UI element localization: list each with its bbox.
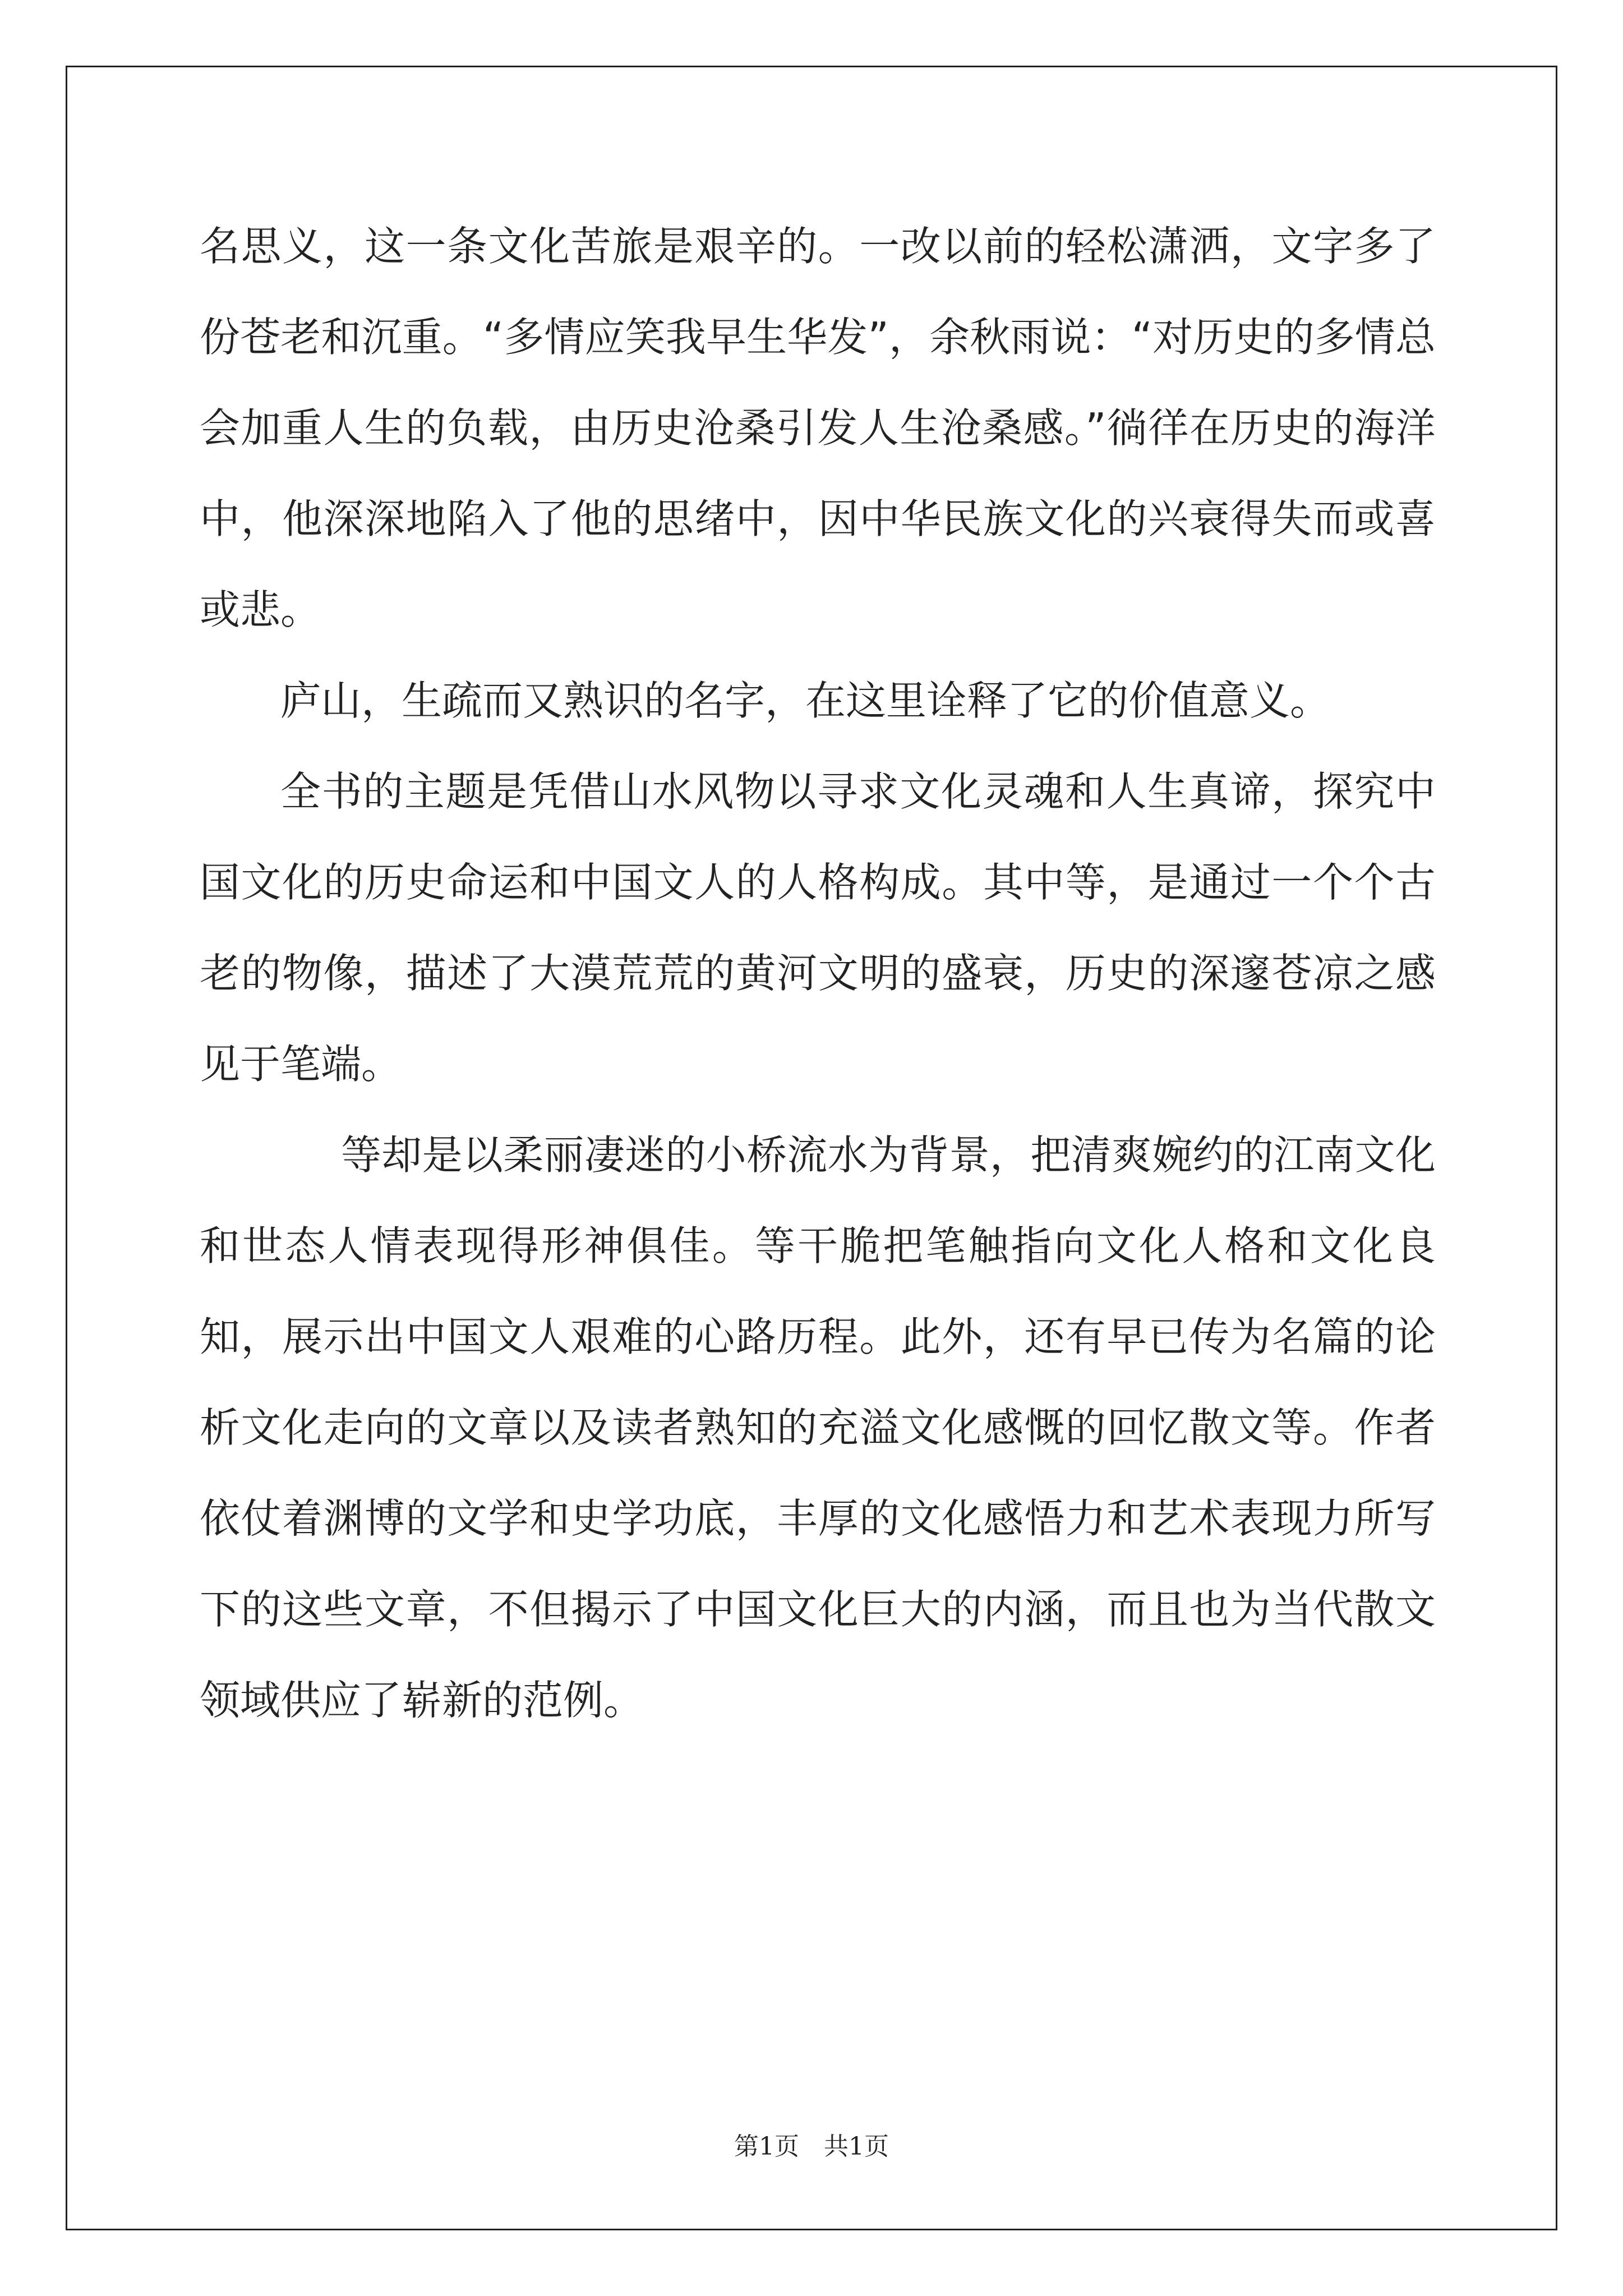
- page-total: 共1页: [824, 2132, 889, 2161]
- paragraph-4: 等却是以柔丽凄迷的小桥流水为背景，把清爽婉约的江南文化和世态人情表现得形神俱佳。等干脆把笔触指向文化人格和文化良知，展示出中国文人艰难的心路历程。此外，还有早已传为名篇的论析文化走向的文章以及读者熟知的充溢文化感慨的回忆散文等。作者依仗着渊博的文学和史学功底，丰厚的文化感悟力和艺术表现力所写下的这些文章，不但揭示了中国文化巨大的内涵，而且也为当代散文领域供应了崭新的范例。: [200, 1131, 1436, 1724]
- page-footer: [0, 2126, 1623, 2162]
- page-number: 第1页: [734, 2132, 799, 2161]
- paragraph-3: 全书的主题是凭借山水风物以寻求文化灵魂和人生真谛，探究中国文化的历史命运和中国文人的人格构成。其中等，是通过一个个古老的物像，描述了大漠荒荒的黄河文明的盛衰，历史的深邃苍凉之感见于笔端。: [200, 768, 1436, 1088]
- paragraph-1: 名思义，这一条文化苦旅是艰辛的。一改以前的轻松潇洒，文字多了份苍老和沉重。“多情应笑我早生华发”，余秋雨说：“对历史的多情总会加重人生的负载，由历史沧桑引发人生沧桑感。”徜徉在历史的海洋中，他深深地陷入了他的思绪中，因中华民族文化的兴衰得失而或喜或悲。: [200, 223, 1436, 633]
- paragraph-2: 庐山，生疏而又熟识的名字，在这里诠释了它的价值意义。: [280, 677, 1331, 724]
- document-body: [200, 201, 1436, 1746]
